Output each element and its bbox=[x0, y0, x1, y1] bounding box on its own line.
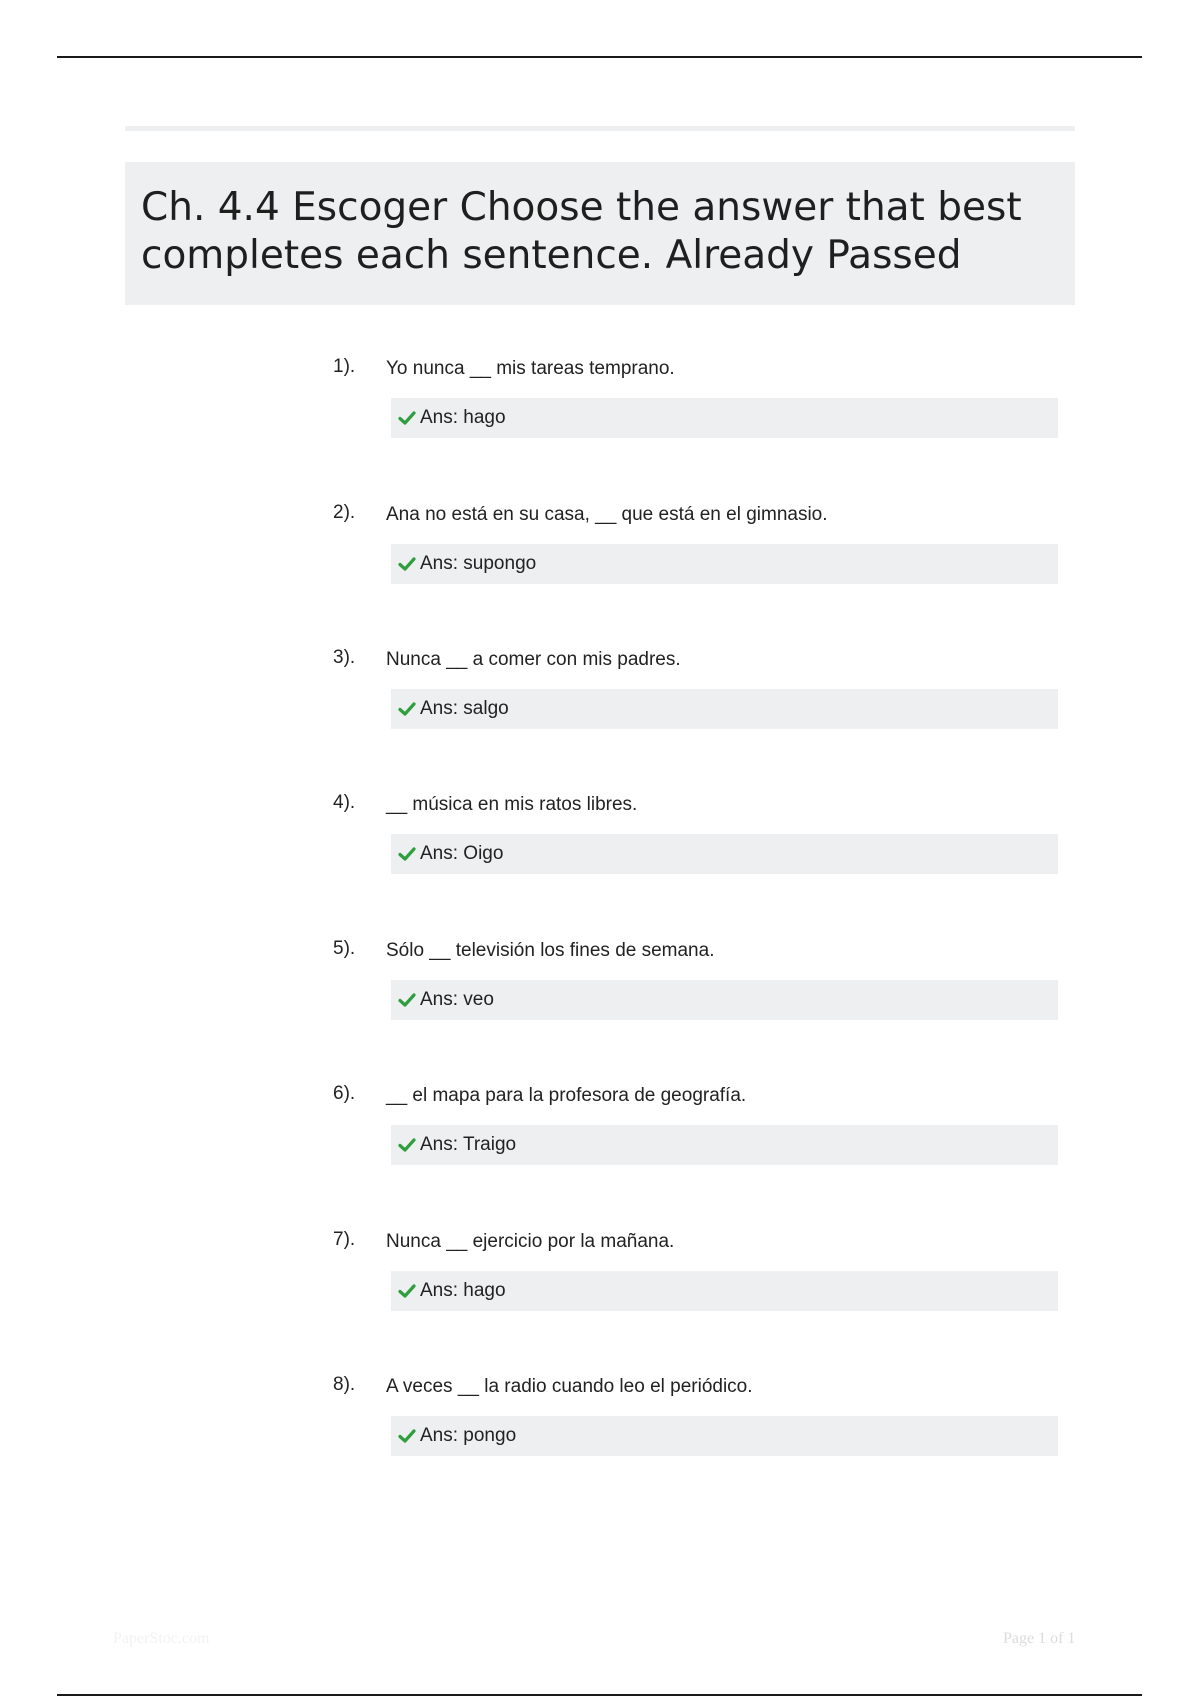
question-item bbox=[0, 1373, 1200, 1503]
title-box bbox=[125, 162, 1075, 305]
answer-box bbox=[391, 1125, 1058, 1165]
question-item bbox=[0, 937, 1200, 1067]
answer-text: Ans: hago bbox=[420, 407, 506, 428]
answer-box bbox=[391, 834, 1058, 874]
question-item bbox=[0, 1082, 1200, 1212]
answer-text: Ans: veo bbox=[420, 989, 494, 1010]
question-item bbox=[0, 1228, 1200, 1358]
question-text: Sólo __ televisión los fines de semana. bbox=[386, 940, 715, 961]
check-icon bbox=[397, 1426, 417, 1446]
question-number: 1). bbox=[333, 356, 356, 377]
header-divider bbox=[125, 126, 1075, 131]
question-number: 5). bbox=[333, 938, 356, 959]
answer-text: Ans: Traigo bbox=[420, 1134, 517, 1155]
answer-box bbox=[391, 544, 1058, 584]
answer-box bbox=[391, 1271, 1058, 1311]
answer-text: Ans: salgo bbox=[420, 698, 509, 719]
answer-box bbox=[391, 980, 1058, 1020]
question-text: Nunca __ a comer con mis padres. bbox=[386, 649, 681, 670]
question-number: 6). bbox=[333, 1083, 356, 1104]
answer-box bbox=[391, 689, 1058, 729]
question-text: Ana no está en su casa, __ que está en el gimnasio. bbox=[386, 504, 828, 525]
question-number: 7). bbox=[333, 1229, 356, 1250]
top-rule bbox=[57, 56, 1142, 58]
question-number: 8). bbox=[333, 1374, 356, 1395]
question-number: 3). bbox=[333, 647, 356, 668]
answer-text: Ans: supongo bbox=[420, 553, 537, 574]
question-number: 4). bbox=[333, 792, 356, 813]
answer-text: Ans: hago bbox=[420, 1280, 506, 1301]
check-icon bbox=[397, 990, 417, 1010]
page-title: Ch. 4.4 Escoger Choose the answer that best completes each sentence. Already Passed bbox=[141, 185, 1022, 278]
answer-box bbox=[391, 1416, 1058, 1456]
check-icon bbox=[397, 1281, 417, 1301]
page-number: Page 1 of 1 bbox=[1003, 1630, 1076, 1647]
check-icon bbox=[397, 554, 417, 574]
check-icon bbox=[397, 1135, 417, 1155]
question-item bbox=[0, 501, 1200, 631]
answer-text: Ans: Oigo bbox=[420, 843, 504, 864]
answer-box bbox=[391, 398, 1058, 438]
check-icon bbox=[397, 699, 417, 719]
check-icon bbox=[397, 408, 417, 428]
question-text: A veces __ la radio cuando leo el periódico. bbox=[386, 1376, 753, 1397]
bottom-rule bbox=[57, 1694, 1142, 1696]
footer-watermark: PaperStoc.com bbox=[113, 1630, 210, 1647]
question-text: __ música en mis ratos libres. bbox=[386, 794, 638, 815]
question-text: __ el mapa para la profesora de geografía. bbox=[386, 1085, 747, 1106]
question-text: Nunca __ ejercicio por la mañana. bbox=[386, 1231, 675, 1252]
question-number: 2). bbox=[333, 502, 356, 523]
question-item bbox=[0, 791, 1200, 921]
question-text: Yo nunca __ mis tareas temprano. bbox=[386, 358, 675, 379]
check-icon bbox=[397, 844, 417, 864]
question-item bbox=[0, 355, 1200, 485]
answer-text: Ans: pongo bbox=[420, 1425, 517, 1446]
question-item bbox=[0, 646, 1200, 776]
